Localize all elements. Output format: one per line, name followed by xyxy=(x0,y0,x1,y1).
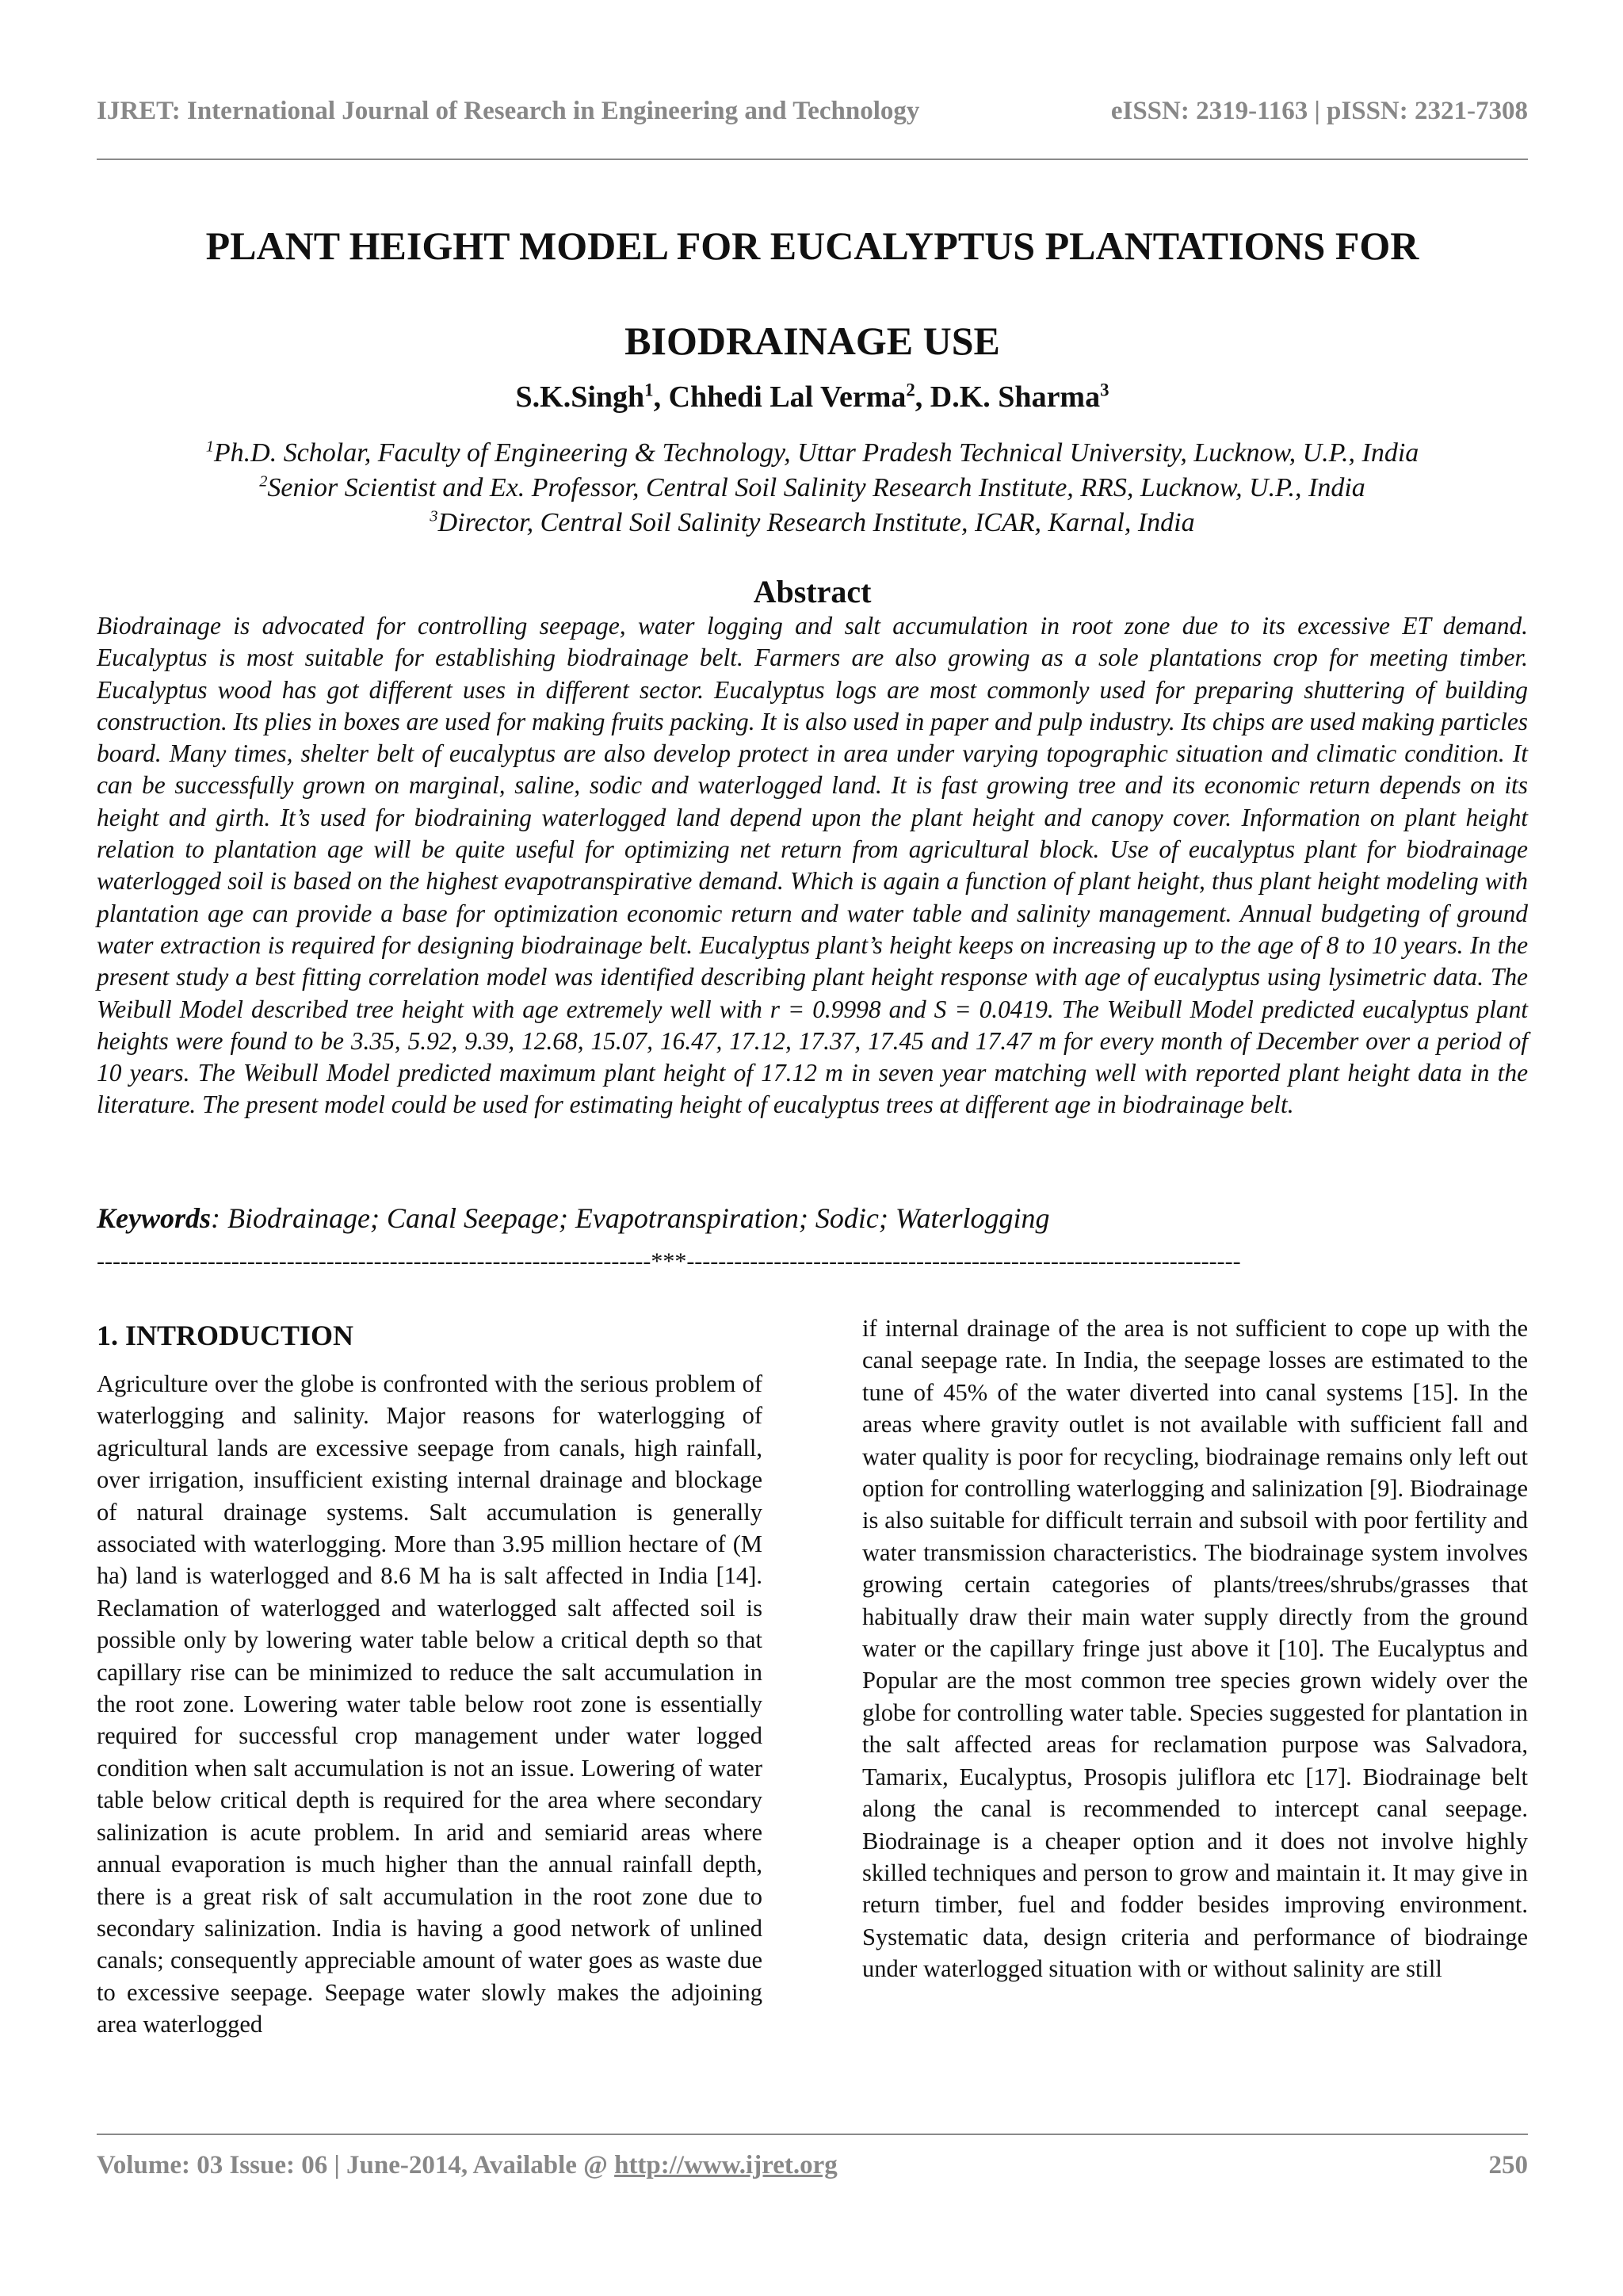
affiliation-mark: 2 xyxy=(259,472,268,491)
author-name: Chhedi Lal Verma xyxy=(668,380,907,414)
introduction-right-column: if internal drainage of the area is not sufficient to cope up with the canal seepage rate. In India, the seepage losses are estimated to the tune of 45% of the water diverted into canal systems [15]. In the areas where gravity outlet is not available with sufficient fall and water quality is poor for recycling, biodrainage remains only left out option for controlling waterlogging and salinization [9]. Biodrainage is also suitable for difficult terrain and subsoil with poor fertility and water transmission characteristics. The biodrainage system involves growing certain categories of plants/trees/shrubs/grasses that habitually draw their main water supply directly from the ground water or the capillary fringe just above it [10]. The Eucalyptus and Popular are the most common tree species grown widely over the globe for controlling water table. Species suggested for plantation in the salt affected areas for reclamation purpose was Salvadora, Tamarix, Eucalyptus, Prosopis juliflora etc [17]. Biodrainage belt along the canal is recommended to intercept canal seepage. Biodrainage is a cheaper option and it does not involve highly skilled techniques and person to grow and maintain it. It may give in return timber, fuel and fodder besides improving environment. Systematic data, design criteria and performance of biodrainge under waterlogged situation with or without salinity are still xyxy=(862,1315,1528,1983)
affiliation-line xyxy=(97,436,1528,471)
author-name: D.K. Sharma xyxy=(930,380,1101,414)
abstract-heading: Abstract xyxy=(753,574,872,609)
footer-divider xyxy=(97,2134,1528,2135)
keywords-line xyxy=(97,1198,1528,1238)
abstract-text: Biodrainage is advocated for controlling seepage, water logging and salt accumulation in root zone due to its excessive ET demand. Eucalyptus is most suitable for establishing biodrainage belt. Farmers are also growing as a sole plantations crop for meeting timber. Eucalyptus wood has got different uses in different sector. Eucalyptus logs are most commonly used for preparing shuttering of building construction. Its plies in boxes are used for making fruits packing. It is also used in paper and pulp industry. Its chips are used making particles board. Many times, shelter belt of eucalyptus are also develop protect in area under varying topographic situation and climatic condition. It can be successfully grown on marginal, saline, sodic and waterlogged land. It is fast growing tree and its economic return depends on its height and girth. It’s used for biodraining waterlogged land depend upon the plant height and canopy cover. Information on plant height relation to plantation age will be quite useful for optimizing net return from agricultural block. Use of eucalyptus plant for biodrainage waterlogged soil is based on the highest evapotranspirative demand. Which is again a function of plant height, thus plant height modeling with plantation age can provide a base for optimization economic return and water table and salinity management. Annual budgeting of ground water extraction is required for designing biodrainage belt. Eucalyptus plant’s height keeps on increasing up to the age of 8 to 10 years. In the present study a best fitting correlation model was identified describing plant height response with age of eucalyptus using lysimetric data. The Weibull Model described tree height with age extremely well with r = 0.9998 and S = 0.0419. The Weibull Model predicted eucalyptus plant heights were found to be 3.35, 5.92, 9.39, 12.68, 15.07, 16.47, 17.12, 17.37, 17.45 and 17.47 m for every month of December over a period of 10 years. The Weibull Model predicted maximum plant height of 17.12 m in seven year matching well with reported plant height data in the literature. The present model could be used for estimating height of eucalyptus trees at different age in biodrainage belt. xyxy=(97,612,1528,1119)
author-separator: , xyxy=(653,380,669,414)
author-affiliation-mark: 1 xyxy=(644,380,654,400)
author-separator: , xyxy=(915,380,930,414)
section-separator: ----------------------------------------------------------------------***---------------------------------------------------------------------- xyxy=(97,1248,1241,1274)
affiliation-text: Senior Scientist and Ex. Professor, Central Soil Salinity Research Institute, RRS, Lucknow, U.P., India xyxy=(267,473,1365,502)
author-affiliation-mark: 2 xyxy=(906,380,915,400)
keywords-list: : Biodrainage; Canal Seepage; Evapotranspiration; Sodic; Waterlogging xyxy=(211,1202,1050,1234)
footer-volume-text: Volume: 03 Issue: 06 | June-2014, Available @ xyxy=(97,2151,615,2179)
title-line-2: BIODRAINAGE USE xyxy=(624,319,1000,363)
author-name: S.K.Singh xyxy=(515,380,645,414)
affiliation-line xyxy=(97,471,1528,506)
introduction-heading: 1. INTRODUCTION xyxy=(97,1320,354,1351)
author-list xyxy=(97,377,1528,417)
title-line-1: PLANT HEIGHT MODEL FOR EUCALYPTUS PLANTATIONS FOR xyxy=(205,223,1419,268)
affiliation-mark: 3 xyxy=(430,507,438,525)
footer-volume-info xyxy=(97,2151,838,2180)
affiliation-list xyxy=(97,436,1528,541)
affiliation-mark: 1 xyxy=(205,437,214,456)
page-number: 250 xyxy=(1488,2151,1528,2179)
introduction-left-column: Agriculture over the globe is confronted with the serious problem of waterlogging and salinity. Major reasons for waterlogging of agricultural lands are excessive seepage from canals, high rainfall, over irrigation, insufficient existing internal drainage and blockage of natural drainage systems. Salt accumulation is generally associated with waterlogging. More than 3.95 million hectare of (M ha) land is waterlogged and 8.6 M ha is salt affected in India [14]. Reclamation of waterlogged and waterlogged salt affected soil is possible only by lowering water table below a critical depth so that capillary rise can be minimized to reduce the salt accumulation in the root zone. Lowering water table below root zone is essentially required for successful crop management under water logged condition when salt accumulation is not an issue. Lowering of water table below critical depth is required for the area where secondary salinization is acute problem. In arid and semiarid areas where annual evaporation is much higher than the annual rainfall depth, there is a great risk of salt accumulation in the root zone due to secondary salinization. India is having a good network of unlined canals; consequently appreciable amount of water goes as waste due to excessive seepage. Seepage water slowly makes the adjoining area waterlogged xyxy=(97,1370,762,2038)
header-divider xyxy=(97,159,1528,160)
journal-name: IJRET: International Journal of Research in Engineering and Technology xyxy=(97,97,920,125)
journal-website-link[interactable]: http://www.ijret.org xyxy=(614,2151,838,2179)
author-affiliation-mark: 3 xyxy=(1100,380,1109,400)
affiliation-line xyxy=(97,506,1528,541)
paper-title xyxy=(97,198,1528,388)
keywords-label: Keywords xyxy=(97,1202,211,1234)
issn-numbers: eISSN: 2319-1163 | pISSN: 2321-7308 xyxy=(1110,97,1528,125)
running-header xyxy=(97,97,1528,128)
affiliation-text: Ph.D. Scholar, Faculty of Engineering & Technology, Uttar Pradesh Technical University, Lucknow, U.P., India xyxy=(213,438,1419,468)
affiliation-text: Director, Central Soil Salinity Research Institute, ICAR, Karnal, India xyxy=(437,508,1195,537)
